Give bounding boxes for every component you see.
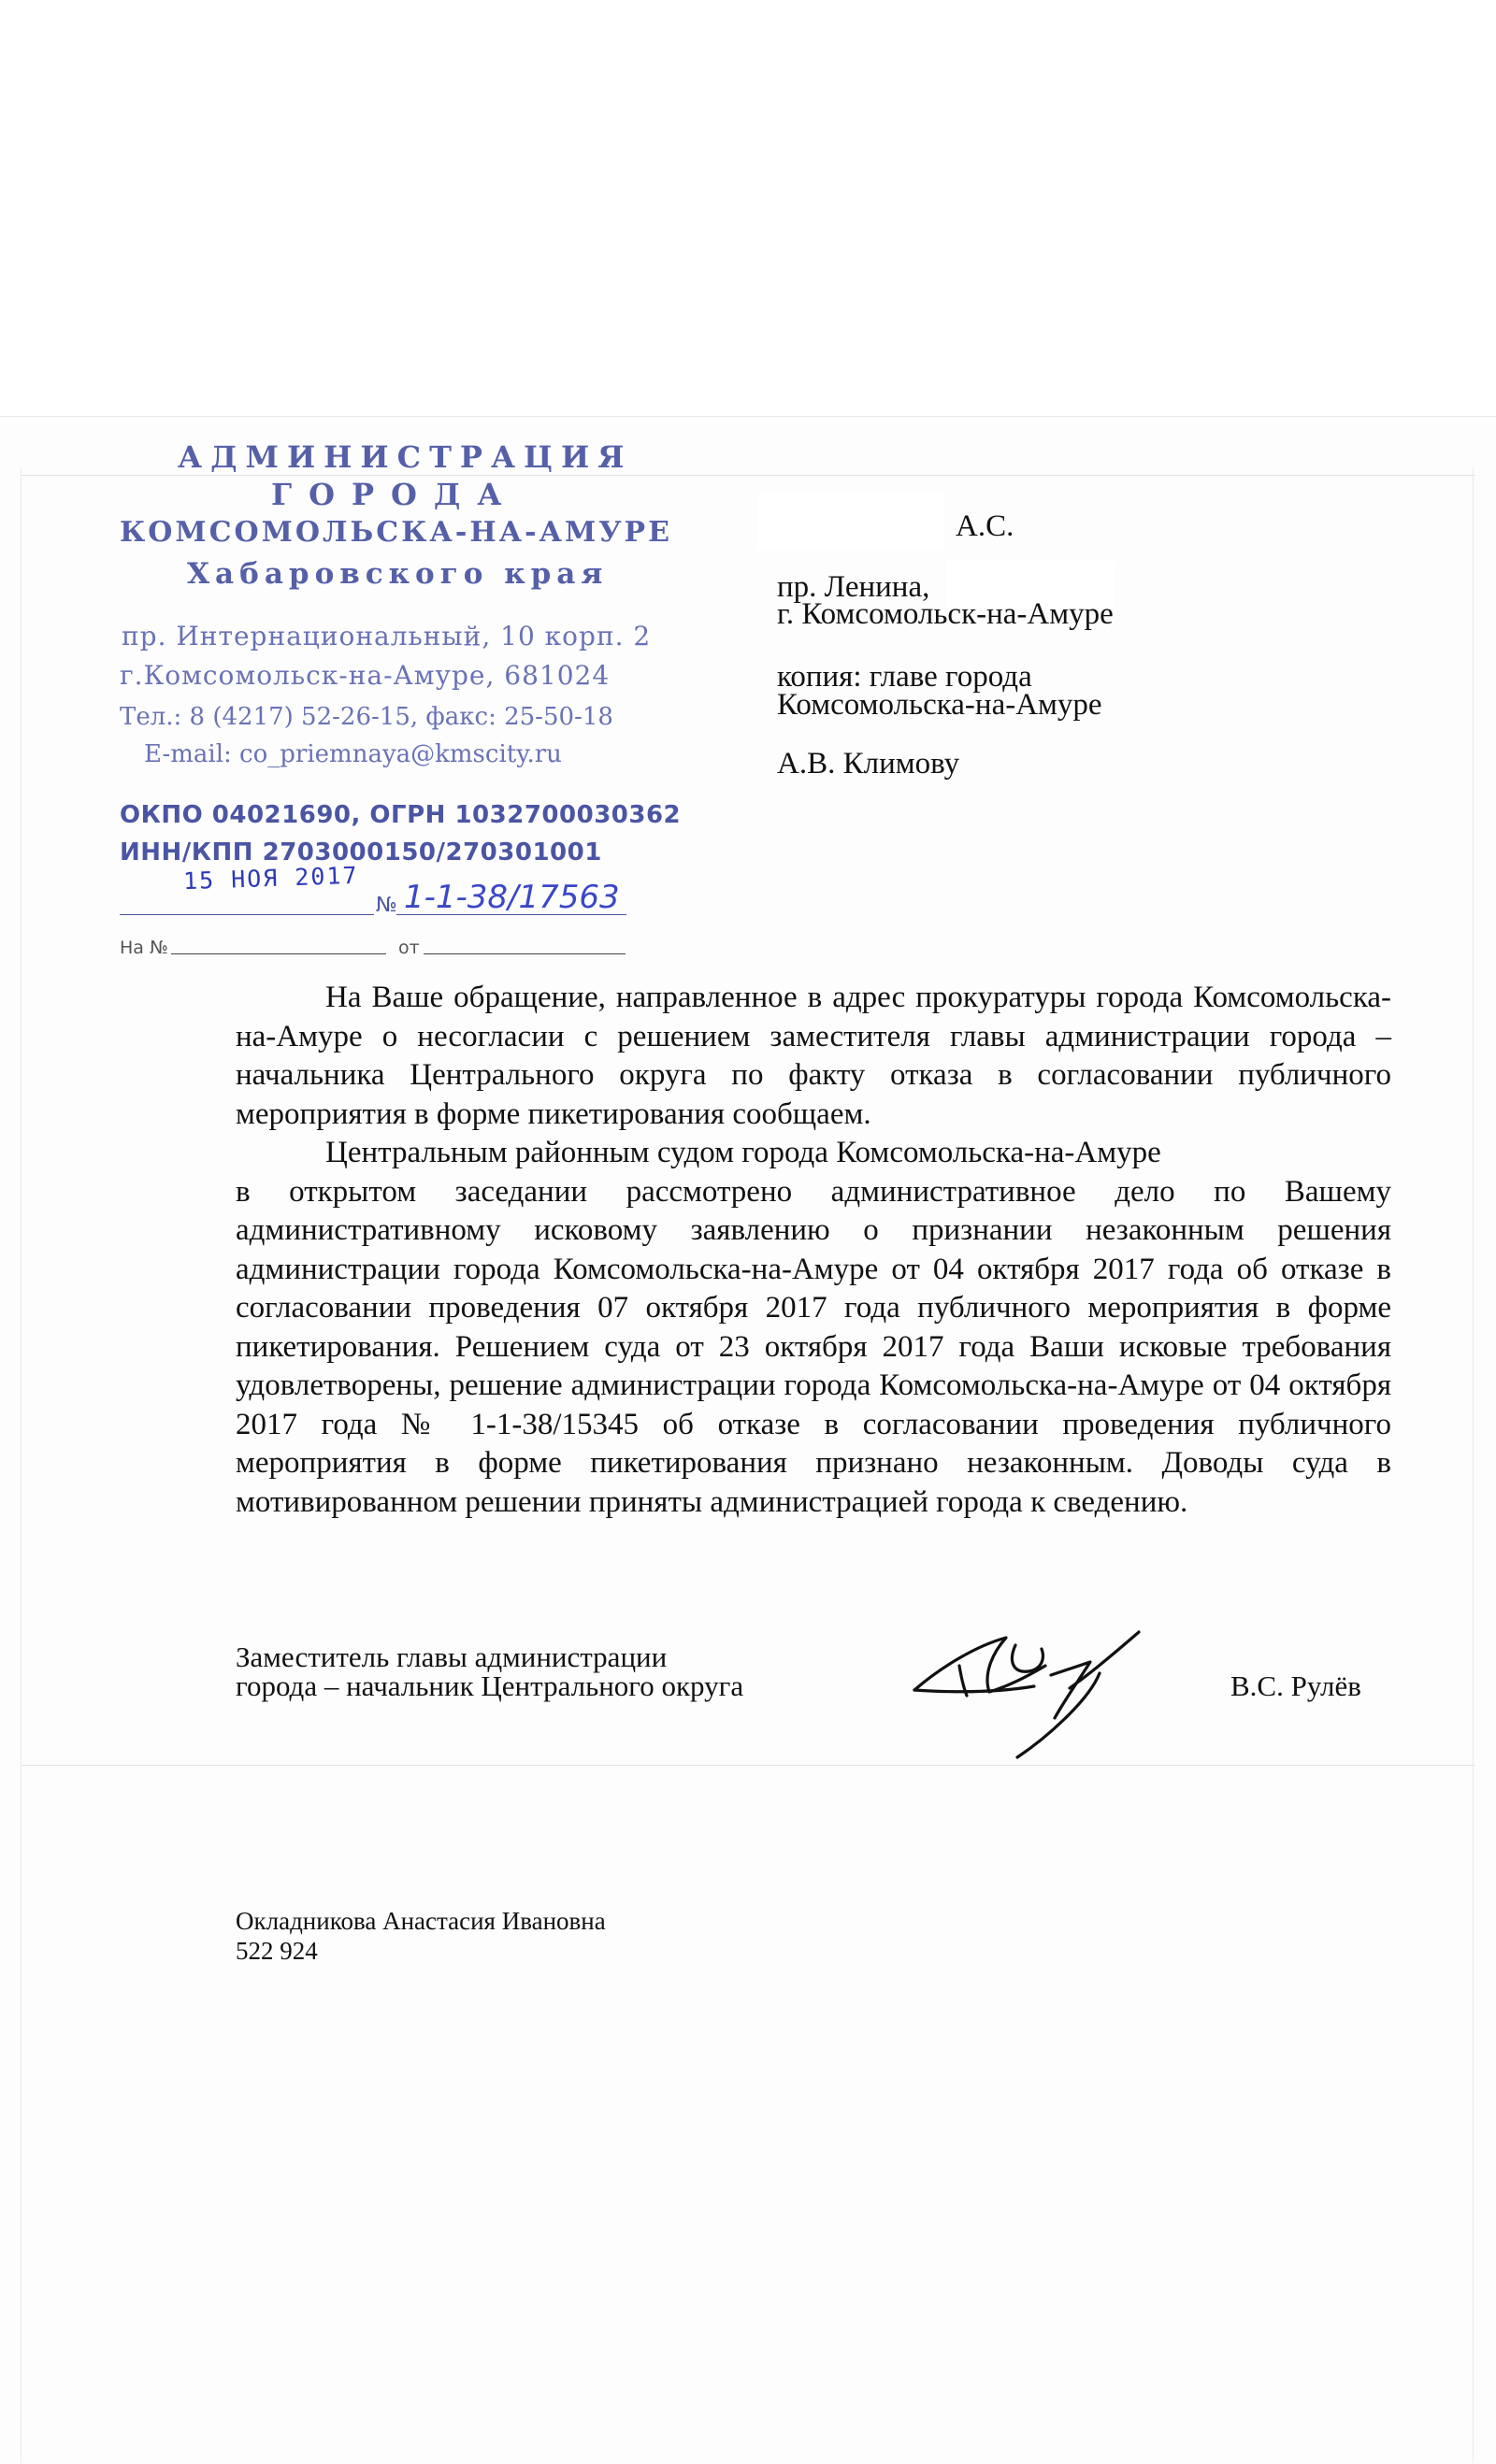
signer-position-line1: Заместитель главы администрации <box>236 1640 668 1673</box>
stamp-outgoing-number: 1-1-38/17563 <box>404 879 620 916</box>
executor-phone: 522 924 <box>236 1937 318 1965</box>
copy-line1: копия: главе города <box>777 660 1032 694</box>
letter-body <box>236 979 1391 1522</box>
copy-recipient-name: А.В. Климову <box>777 747 960 781</box>
body-paragraph-1: На Ваше обращение, направленное в адрес прокуратуры города Комсомольска-на-Амуре о несогласии с решением заместителя главы администрации города – начальника Центрального округа по факту отказа в согласовании публичного мероприятия в форме пикетирования сообщаем. <box>236 981 1391 1131</box>
stamp-org-line4: Хабаровского края <box>187 557 609 591</box>
paper-fold-top <box>21 475 1475 476</box>
executor-name: Окладникова Анастасия Ивановна <box>236 1907 606 1935</box>
stamp-number-label: № <box>376 894 398 917</box>
paper-fold-middle <box>21 1765 1475 1766</box>
stamp-ot-label: от <box>398 938 420 958</box>
stamp-okpo-ogrn: ОКПО 04021690, ОГРН 1032700030362 <box>120 801 682 829</box>
na-rule <box>171 953 386 954</box>
redacted-recipient-surname <box>757 493 944 551</box>
body-paragraph-2-first-line: Центральным районным судом города Комсомольска-на-Амуре <box>325 1136 1161 1169</box>
stamp-org-line1: АДМИНИСТРАЦИЯ <box>178 439 633 475</box>
signer-name: В.С. Рулёв <box>1230 1669 1361 1702</box>
stamp-address-line1: пр. Интернациональный, 10 корп. 2 <box>122 621 652 652</box>
paper-edge-right <box>1473 467 1474 2463</box>
stamp-org-line2: ГОРОДА <box>271 477 519 512</box>
handwritten-signature <box>905 1617 1158 1767</box>
stamp-na-label: На № <box>120 938 168 958</box>
ot-rule <box>424 953 626 954</box>
stamp-date: 15 НОЯ 2017 <box>182 861 360 895</box>
stamp-org-line3: КОМСОМОЛЬСКА-НА-АМУРЕ <box>120 516 672 549</box>
stamp-phone-line: Тел.: 8 (4217) 52-26-15, факс: 25-50-18 <box>120 703 613 731</box>
date-rule <box>120 914 374 915</box>
copy-line2: Комсомольска-на-Амуре <box>777 688 1102 722</box>
paper-edge-left <box>21 467 22 2463</box>
stamp-inn-kpp: ИНН/КПП 2703000150/270301001 <box>120 838 602 867</box>
recipient-initials: А.С. <box>956 509 1014 543</box>
body-paragraph-2-rest: в открытом заседании рассмотрено административное дело по Вашему административному исковому заявлению о признании незаконным решения администрации города Комсомольска-на-Амуре от 04 октября 2017 года об отказе в согласовании проведения 07 октября 2017 года публичного мероприятия в форме пикетирования. Решением суда от 23 октября 2017 года Ваши исковые требования удовлетворены, решение администрации города Комсомольска-на-Амуре от 04 октября 2017 года № 1-1-38/15345 об отказе в согласовании проведения публичного мероприятия в форме пикетирования признано незаконным. Доводы суда в мотивированном решении приняты администрацией города к сведению. <box>236 1174 1391 1519</box>
number-rule <box>396 914 626 915</box>
recipient-city: г. Комсомольск-на-Амуре <box>777 597 1114 631</box>
recipient-street: пр. Ленина, <box>777 570 930 604</box>
signer-position-line2: города – начальник Центрального округа <box>236 1669 744 1702</box>
stamp-email-line: E-mail: co_priemnaya@kmscity.ru <box>144 740 562 768</box>
stamp-address-line2: г.Комсомольск-на-Амуре, 681024 <box>120 660 611 691</box>
